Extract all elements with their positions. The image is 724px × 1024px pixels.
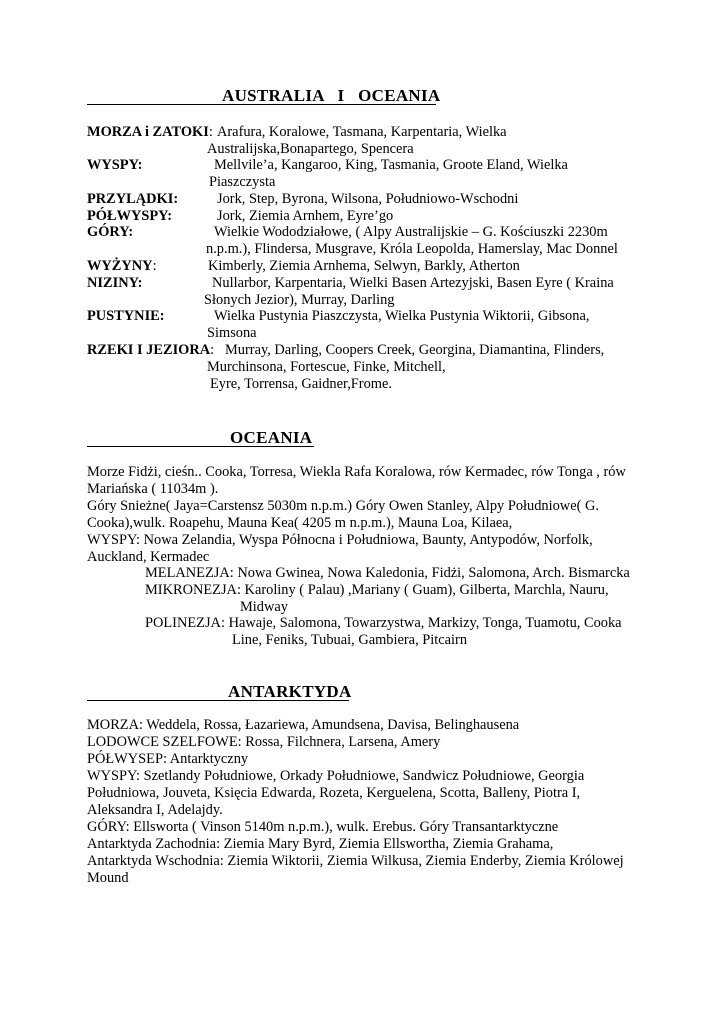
text-line: Mound — [87, 870, 129, 886]
region-text-line: Midway — [240, 599, 288, 615]
entry-term: WYSPY: — [87, 157, 143, 173]
region-text: Karoliny ( Palau) ,Mariany ( Guam), Gilberta, Marchla, Nauru, — [244, 582, 609, 598]
text-line: Aleksandra I, Adelajdy. — [87, 802, 223, 818]
text-line: MORZA: Weddela, Rossa, Łazariewa, Amundsena, Davisa, Belinghausena — [87, 717, 520, 733]
section-title-australia: AUSTRALIA I OCEANIA — [222, 86, 441, 105]
region-name: POLINEZJA — [145, 615, 221, 631]
value-line: Simsona — [207, 324, 257, 341]
value-line: Eyre, Torrensa, Gaidner,Frome. — [210, 375, 392, 392]
value-line: Jork, Ziemia Arnhem, Eyre’go — [217, 208, 394, 224]
text-line: Antarktyda Zachodnia: Ziemia Mary Byrd, Ziemia Ellswortha, Ziemia Grahama, — [87, 836, 554, 852]
value-line: Słonych Jezior), Murray, Darling — [204, 291, 395, 308]
value-line: Kimberly, Ziemia Arnhema, Selwyn, Barkly, Atherton — [208, 258, 520, 274]
text-line: Auckland, Kermadec — [87, 549, 210, 565]
entry-value — [87, 308, 647, 342]
region-text: Hawaje, Salomona, Towarzystwa, Markizy, Tonga, Tuamotu, Cooka — [228, 615, 622, 631]
entry-rzeki-jeziora: RZEKI I JEZIORA: Murray, Darling, Coopers Creek, Georgina, Diamantina, Flinders, Murchinsona, Fortescue, Finke, Mitchell, Eyre, Torrensa, Gaidner,Frome. — [87, 342, 647, 392]
oceania-paragraph — [87, 464, 657, 566]
text-line: LODOWCE SZELFOWE: Rossa, Filchnera, Larsena, Amery — [87, 734, 441, 750]
entry-niziny — [87, 275, 647, 309]
entry-term: PRZYLĄDKI: — [87, 191, 179, 207]
region-melanezja: MELANEZJA: Nowa Gwinea, Nowa Kaledonia, Fidżi, Salomona, Arch. Bismarcka — [145, 565, 630, 581]
value-line: Jork, Step, Byrona, Wilsona, Południowo-Wschodni — [217, 191, 519, 207]
value-line: Murchinsona, Fortescue, Finke, Mitchell, — [207, 358, 446, 375]
entry-value — [87, 224, 647, 258]
value-line: Nullarbor, Karpentaria, Wielki Basen Artezyjski, Basen Eyre ( Kraina — [212, 275, 614, 291]
entry-wyspy — [87, 157, 647, 191]
entry-przyladki — [87, 191, 647, 208]
region-mikronezja: MIKRONEZJA: Karoliny ( Palau) ,Mariany ( Guam), Gilberta, Marchla, Nauru, Midway — [145, 582, 625, 616]
value-line: Wielka Pustynia Piaszczysta, Wielka Pustynia Wiktorii, Gibsona, — [214, 308, 590, 324]
value-line: n.p.m.), Flindersa, Musgrave, Króla Leopolda, Hamerslay, Mac Donnel — [206, 240, 618, 257]
entry-gory — [87, 224, 647, 258]
region-text-line: Line, Feniks, Tubuai, Gambiera, Pitcairn — [232, 632, 468, 648]
region-name: MELANEZJA — [145, 565, 230, 581]
entry-term: WYŻYNY — [87, 258, 153, 274]
antarktyda-paragraph — [87, 717, 657, 887]
entry-value — [87, 275, 647, 309]
entry-wyzyny: WYŻYNY: Kimberly, Ziemia Arnhema, Selwyn, Barkly, Atherton — [87, 258, 647, 275]
region-name: MIKRONEZJA — [145, 582, 237, 598]
entry-value — [87, 157, 647, 191]
entry-morza-zatoki: MORZA i ZATOKI: Arafura, Koralowe, Tasmana, Karpentaria, Wielka Australijska,Bonapartego, Spencera — [87, 124, 647, 158]
region-polinezja: POLINEZJA: Hawaje, Salomona, Towarzystwa, Markizy, Tonga, Tuamotu, Cooka Line, Feniks, Tubuai, Gambiera, Pitcairn — [145, 615, 645, 649]
entry-term: RZEKI I JEZIORA — [87, 342, 211, 358]
section-title-oceania: OCEANIA — [230, 428, 313, 447]
entry-term: PUSTYNIE: — [87, 308, 165, 324]
section-title-antarktyda: ANTARKTYDA — [228, 682, 352, 701]
text-line: WYSPY: Szetlandy Południowe, Orkady Południowe, Sandwicz Południowe, Georgia — [87, 768, 585, 784]
text-line: GÓRY: Ellsworta ( Vinson 5140m n.p.m.), wulk. Erebus. Góry Transantarktyczne — [87, 819, 559, 835]
value-line: Wielkie Wododziałowe, ( Alpy Australijskie – G. Kościuszki 2230m — [214, 224, 608, 240]
entry-term: PÓŁWYSPY: — [87, 208, 173, 224]
text-line: PÓŁWYSEP: Antarktyczny — [87, 751, 249, 767]
value-line: Arafura, Koralowe, Tasmana, Karpentaria, Wielka — [217, 124, 507, 140]
entry-term: MORZA i ZATOKI — [87, 124, 209, 140]
text-line: Antarktyda Wschodnia: Ziemia Wiktorii, Ziemia Wilkusa, Ziemia Enderby, Ziemia Królowej — [87, 853, 624, 869]
entry-value — [87, 258, 647, 275]
text-line: WYSPY: Nowa Zelandia, Wyspa Północna i Południowa, Baunty, Antypodów, Norfolk, — [87, 532, 593, 548]
text-line: Południowa, Jouveta, Księcia Edwarda, Rozeta, Kerguelena, Scotta, Balleny, Piotra I, — [87, 785, 581, 801]
region-text: Nowa Gwinea, Nowa Kaledonia, Fidżi, Salomona, Arch. Bismarcka — [237, 565, 630, 581]
value-line: Australijska,Bonapartego, Spencera — [207, 140, 414, 157]
text-line: Góry Snieżne( Jaya=Carstensz 5030m n.p.m.) Góry Owen Stanley, Alpy Południowe( G. — [87, 498, 599, 514]
value-line: Mellvile’a, Kangaroo, King, Tasmania, Groote Eland, Wielka — [214, 157, 568, 173]
value-line: Piaszczysta — [209, 173, 276, 190]
entry-term: GÓRY: — [87, 224, 134, 240]
entry-polwyspy — [87, 208, 647, 225]
text-line: Mariańska ( 11034m ). — [87, 481, 219, 497]
text-line: Cooka),wulk. Roapehu, Mauna Kea( 4205 m n.p.m.), Mauna Loa, Kilaea, — [87, 515, 513, 531]
text-line: Morze Fidżi, cieśn.. Cooka, Torresa, Wiekla Rafa Koralowa, rów Kermadec, rów Tonga , rów — [87, 464, 626, 480]
value-line: Murray, Darling, Coopers Creek, Georgina, Diamantina, Flinders, — [225, 342, 605, 358]
entry-pustynie — [87, 308, 647, 342]
entry-term: NIZINY: — [87, 275, 143, 291]
